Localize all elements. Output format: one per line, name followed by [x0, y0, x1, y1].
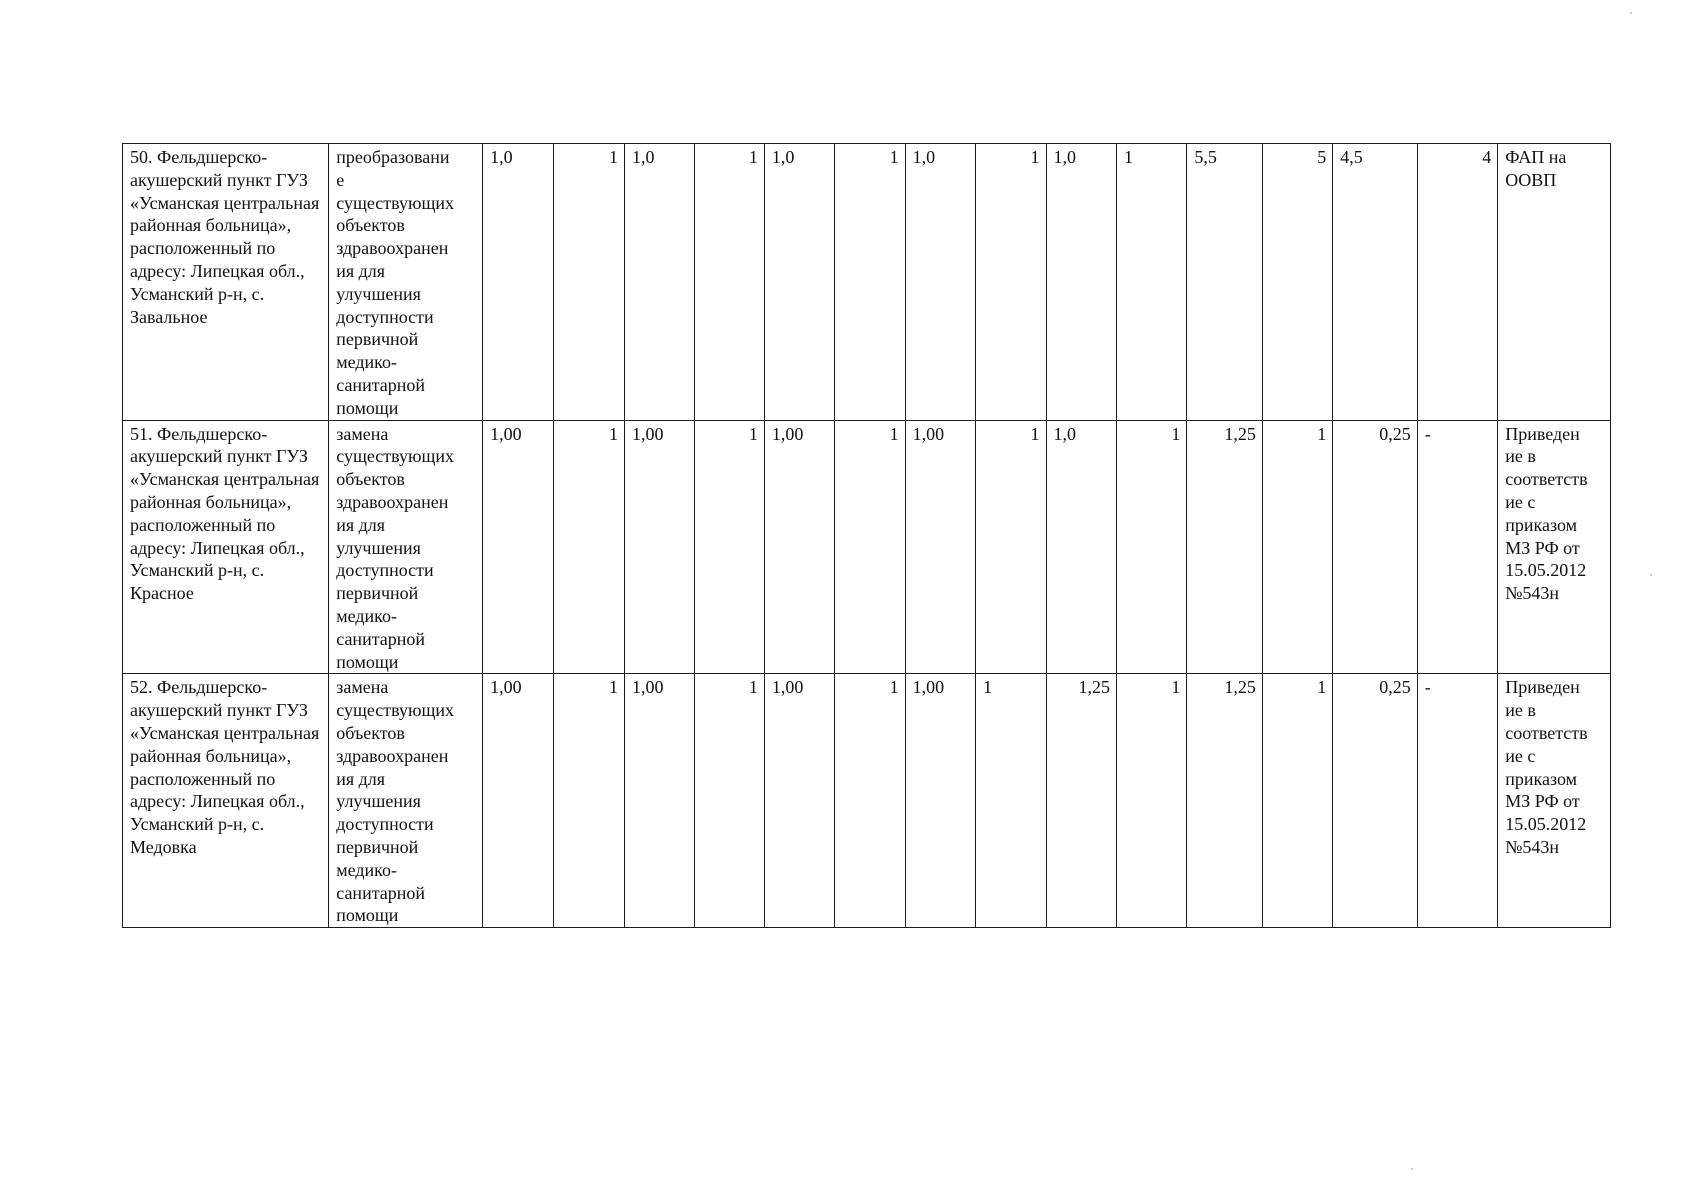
table-row [123, 674, 1611, 928]
value-cell: - [1417, 674, 1497, 928]
value-cell: 1 [835, 144, 905, 421]
facility-name-cell: 50. Фельдшерско-акушерский пункт ГУЗ «Усманская центральная районная больница», расположенный по адресу: Липецкая обл., Усманский р-н, с. Завальное [123, 144, 329, 421]
value-cell: 1 [1116, 144, 1186, 421]
scan-speck [1630, 12, 1632, 14]
value-cell: 1,00 [905, 674, 975, 928]
measure-type-cell: преобразовани е существующих объектов здравоохранен ия для улучшения доступности первичной медико- санитарной помощи [329, 144, 483, 421]
note-cell: ФАП на ООВП [1498, 144, 1611, 421]
value-cell: 1,0 [764, 144, 834, 421]
scan-speck [1411, 1168, 1413, 1170]
value-cell: 1,25 [1046, 674, 1116, 928]
value-cell: 1 [835, 674, 905, 928]
value-cell: 4,5 [1333, 144, 1418, 421]
scan-speck [1650, 574, 1652, 576]
value-cell: 1 [976, 144, 1046, 421]
value-cell: 4 [1417, 144, 1497, 421]
measure-type-cell: замена существующих объектов здравоохранен ия для улучшения доступности первичной медико- санитарной помощи [329, 420, 483, 674]
facilities-table [122, 143, 1611, 928]
document-sheet [122, 143, 1611, 928]
value-cell: 1 [1262, 674, 1332, 928]
value-cell: 1,0 [1046, 420, 1116, 674]
facility-name-cell: 52. Фельдшерско-акушерский пункт ГУЗ «Усманская центральная районная больница», расположенный по адресу: Липецкая обл., Усманский р-н, с. Медовка [123, 674, 329, 928]
value-cell: 1 [976, 674, 1046, 928]
value-cell: 5 [1262, 144, 1332, 421]
table-row [123, 144, 1611, 421]
value-cell: 0,25 [1333, 674, 1418, 928]
value-cell: 1 [695, 674, 764, 928]
value-cell: 0,25 [1333, 420, 1418, 674]
value-cell: 1,25 [1187, 420, 1262, 674]
note-cell: Приведен ие в соответств ие с приказом МЗ РФ от 15.05.2012 №543н [1498, 674, 1611, 928]
value-cell: 1,0 [1046, 144, 1116, 421]
value-cell: 1,0 [483, 144, 553, 421]
value-cell: 1,00 [625, 420, 695, 674]
value-cell: 1 [1116, 420, 1186, 674]
value-cell: 1,00 [483, 420, 553, 674]
value-cell: 5,5 [1187, 144, 1262, 421]
value-cell: 1,00 [764, 674, 834, 928]
value-cell: 1 [695, 420, 764, 674]
value-cell: 1 [553, 420, 624, 674]
value-cell: - [1417, 420, 1497, 674]
note-cell: Приведен ие в соответств ие с приказом МЗ РФ от 15.05.2012 №543н [1498, 420, 1611, 674]
value-cell: 1 [1116, 674, 1186, 928]
value-cell: 1 [835, 420, 905, 674]
value-cell: 1,00 [905, 420, 975, 674]
value-cell: 1 [553, 144, 624, 421]
value-cell: 1 [695, 144, 764, 421]
value-cell: 1,00 [483, 674, 553, 928]
value-cell: 1 [976, 420, 1046, 674]
value-cell: 1,00 [764, 420, 834, 674]
table-row [123, 420, 1611, 674]
value-cell: 1 [1262, 420, 1332, 674]
value-cell: 1,25 [1187, 674, 1262, 928]
value-cell: 1,00 [625, 674, 695, 928]
value-cell: 1,0 [905, 144, 975, 421]
facility-name-cell: 51. Фельдшерско-акушерский пункт ГУЗ «Усманская центральная районная больница», расположенный по адресу: Липецкая обл., Усманский р-н, с. Красное [123, 420, 329, 674]
value-cell: 1,0 [625, 144, 695, 421]
measure-type-cell: замена существующих объектов здравоохранен ия для улучшения доступности первичной медико- санитарной помощи [329, 674, 483, 928]
value-cell: 1 [553, 674, 624, 928]
